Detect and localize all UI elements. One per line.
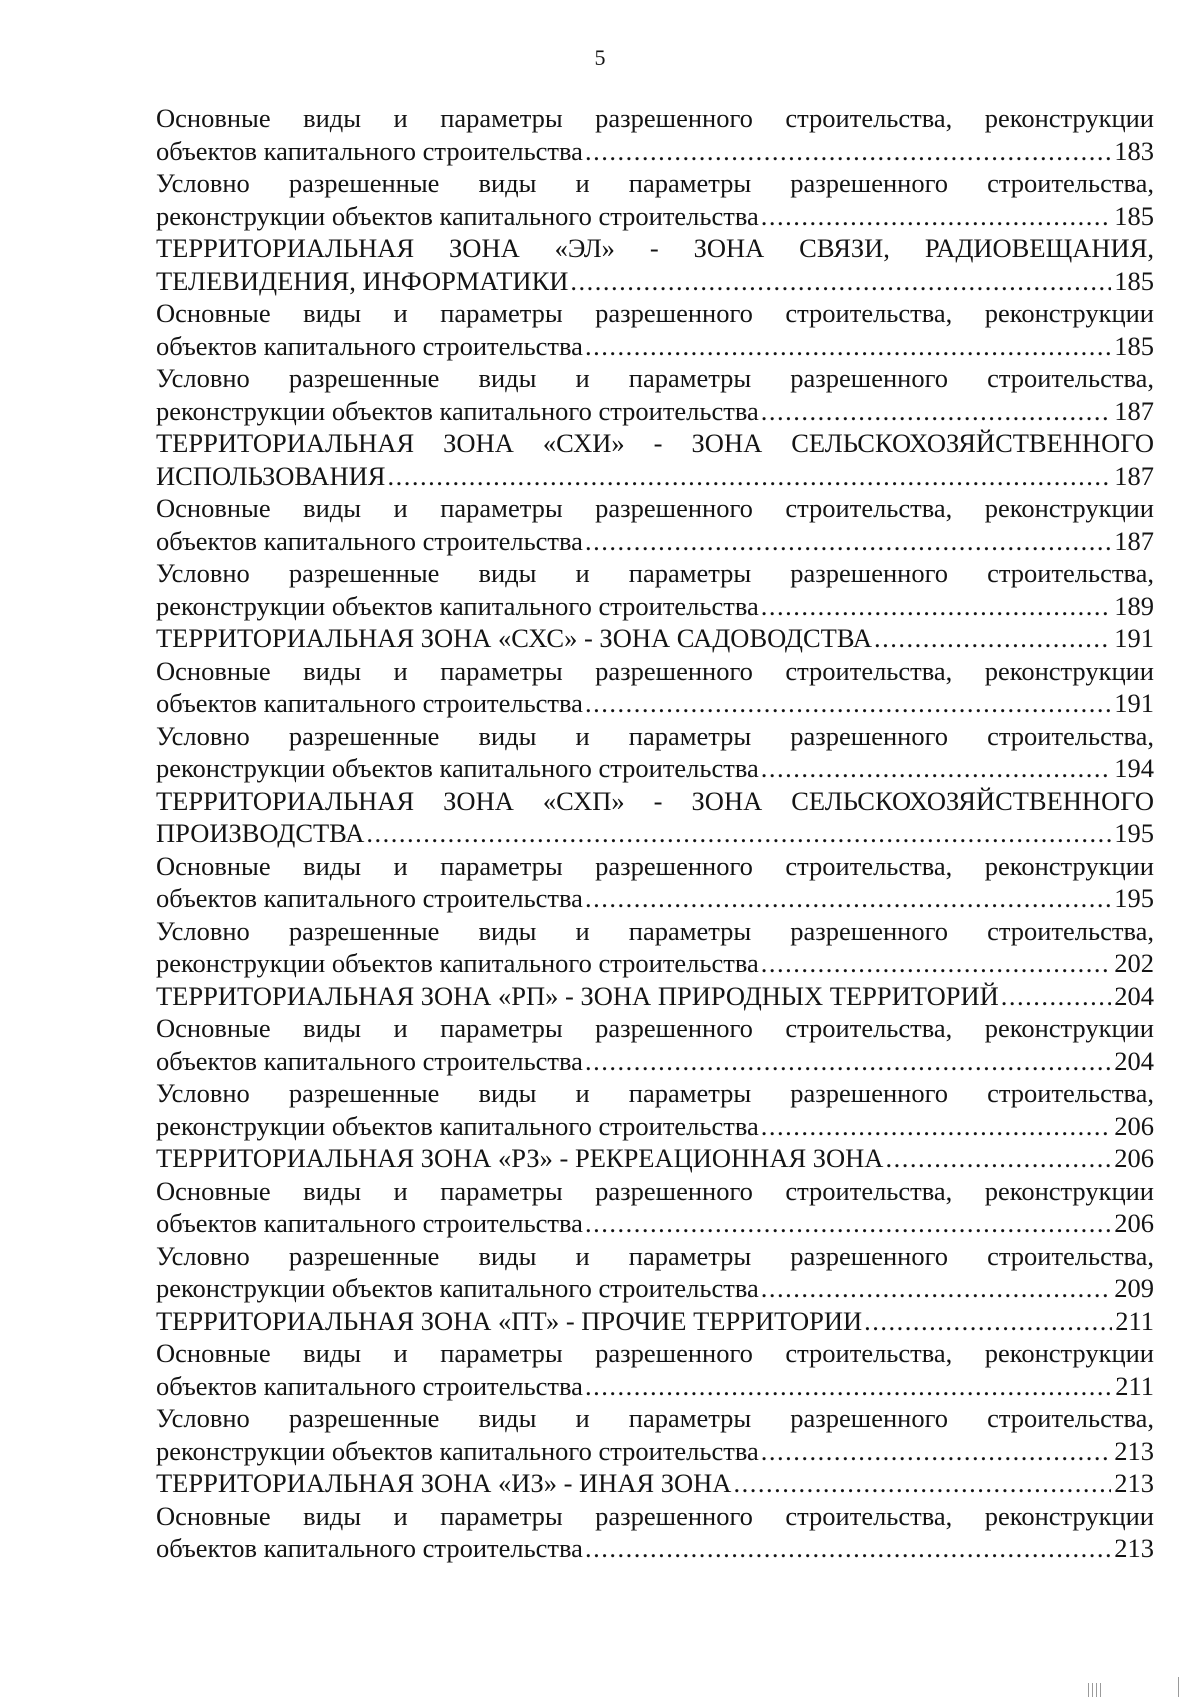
- toc-entry-line: ТЕРРИТОРИАЛЬНАЯ ЗОНА «ЭЛ» - ЗОНА СВЯЗИ, РАДИОВЕЩАНИЯ,: [156, 233, 1154, 263]
- toc-entry-line: Условно разрешенные виды и параметры разрешенного строительства,: [156, 1240, 1154, 1271]
- toc-entry-line: Условно разрешенные виды и параметры разрешенного строительства,: [156, 1403, 1154, 1433]
- toc-entry-title: реконструкции объектов капитального строительства: [156, 753, 759, 783]
- toc-page-number: 213: [1114, 1435, 1154, 1466]
- toc-entry[interactable]: [156, 915, 1154, 980]
- toc-entry[interactable]: [156, 850, 1154, 915]
- toc-entry[interactable]: [156, 167, 1154, 232]
- toc-entry-last-line: [156, 1045, 1154, 1078]
- toc-entry-title: реконструкции объектов капитального строительства: [156, 395, 759, 426]
- toc-entry-title: реконструкции объектов капитального строительства: [156, 948, 759, 978]
- toc-entry-title: ТЕРРИТОРИАЛЬНАЯ ЗОНА «РП» - ЗОНА ПРИРОДНЫХ ТЕРРИТОРИЙ: [156, 980, 999, 1011]
- toc-entry-title: реконструкции объектов капитального строительства: [156, 1110, 759, 1141]
- toc-entry-title: объектов капитального строительства: [156, 883, 583, 913]
- scan-edge-marks: [1080, 1677, 1190, 1697]
- toc-page-number: 187: [1114, 525, 1154, 556]
- dot-leader: [366, 817, 1111, 850]
- toc-page-number: 191: [1114, 688, 1154, 718]
- toc-page-number: 204: [1114, 980, 1154, 1011]
- toc-entry-title: ИСПОЛЬЗОВАНИЯ: [156, 460, 386, 491]
- toc-entry-line: Основные виды и параметры разрешенного строительства, реконструкции: [156, 298, 1154, 328]
- toc-entry-last-line: [156, 1435, 1154, 1468]
- toc-page-number: 187: [1114, 395, 1154, 426]
- table-of-contents: [156, 102, 1154, 1565]
- toc-entry-last-line: [156, 687, 1154, 720]
- toc-entry[interactable]: [156, 980, 1154, 1013]
- toc-entry-title: реконструкции объектов капитального строительства: [156, 200, 759, 231]
- toc-entry-title: объектов капитального строительства: [156, 1533, 583, 1563]
- toc-entry[interactable]: [156, 1305, 1154, 1338]
- toc-entry-last-line: [156, 752, 1154, 785]
- toc-entry[interactable]: [156, 1142, 1154, 1175]
- dot-leader: [885, 1142, 1111, 1175]
- toc-entry-last-line: [156, 1110, 1154, 1143]
- toc-page-number: 213: [1114, 1533, 1154, 1563]
- toc-entry-title: ТЕРРИТОРИАЛЬНАЯ ЗОНА «РЗ» - РЕКРЕАЦИОННАЯ ЗОНА: [156, 1143, 884, 1173]
- toc-page-number: 187: [1114, 460, 1154, 491]
- toc-page-number: 185: [1114, 265, 1154, 296]
- dot-leader: [585, 135, 1111, 168]
- toc-entry-line: ТЕРРИТОРИАЛЬНАЯ ЗОНА «СХП» - ЗОНА СЕЛЬСКОХОЗЯЙСТВЕННОГО: [156, 785, 1154, 816]
- dot-leader: [761, 947, 1111, 980]
- toc-entry-last-line: [156, 817, 1154, 850]
- toc-entry-title: объектов капитального строительства: [156, 330, 583, 361]
- dot-leader: [761, 200, 1111, 233]
- toc-entry-line: Условно разрешенные виды и параметры разрешенного строительства,: [156, 1078, 1154, 1108]
- dot-leader: [585, 882, 1111, 915]
- toc-page-number: 211: [1115, 1305, 1154, 1336]
- toc-page-number: 213: [1114, 1468, 1154, 1498]
- toc-page-number: 202: [1114, 948, 1154, 978]
- toc-entry-last-line: [156, 1532, 1154, 1565]
- toc-entry-last-line: [156, 622, 1154, 655]
- toc-page-number: 211: [1115, 1370, 1154, 1401]
- toc-entry-last-line: [156, 330, 1154, 363]
- dot-leader: [864, 1305, 1112, 1338]
- toc-entry[interactable]: [156, 1240, 1154, 1305]
- dot-leader: [761, 1435, 1111, 1468]
- toc-entry[interactable]: [156, 1500, 1154, 1565]
- toc-entry[interactable]: [156, 427, 1154, 492]
- dot-leader: [585, 1207, 1111, 1240]
- toc-entry-last-line: [156, 1207, 1154, 1240]
- toc-entry[interactable]: [156, 1402, 1154, 1467]
- toc-page-number: 206: [1114, 1143, 1154, 1173]
- dot-leader: [570, 265, 1111, 298]
- toc-entry-line: Основные виды и параметры разрешенного строительства, реконструкции: [156, 1338, 1154, 1368]
- toc-entry[interactable]: [156, 1012, 1154, 1077]
- toc-entry-last-line: [156, 1142, 1154, 1175]
- toc-entry-last-line: [156, 525, 1154, 558]
- toc-entry-line: Основные виды и параметры разрешенного строительства, реконструкции: [156, 1500, 1154, 1531]
- toc-entry-title: ТЕЛЕВИДЕНИЯ, ИНФОРМАТИКИ: [156, 265, 569, 296]
- dot-leader: [585, 1532, 1111, 1565]
- toc-entry-last-line: [156, 395, 1154, 428]
- dot-leader: [585, 687, 1111, 720]
- toc-entry-title: реконструкции объектов капитального строительства: [156, 590, 759, 621]
- toc-entry-line: Основные виды и параметры разрешенного строительства, реконструкции: [156, 1013, 1154, 1043]
- toc-page-number: 195: [1114, 883, 1154, 913]
- toc-entry-line: ТЕРРИТОРИАЛЬНАЯ ЗОНА «СХИ» - ЗОНА СЕЛЬСКОХОЗЯЙСТВЕННОГО: [156, 428, 1154, 458]
- toc-entry[interactable]: [156, 232, 1154, 297]
- toc-entry[interactable]: [156, 655, 1154, 720]
- toc-entry-title: реконструкции объектов капитального строительства: [156, 1435, 759, 1466]
- toc-entry-title: ТЕРРИТОРИАЛЬНАЯ ЗОНА «СХС» - ЗОНА САДОВОДСТВА: [156, 623, 873, 653]
- toc-page-number: 189: [1114, 590, 1154, 621]
- toc-entry[interactable]: [156, 557, 1154, 622]
- toc-entry-last-line: [156, 200, 1154, 233]
- toc-entry-line: Основные виды и параметры разрешенного строительства, реконструкции: [156, 850, 1154, 881]
- toc-entry-last-line: [156, 980, 1154, 1013]
- toc-entry-title: объектов капитального строительства: [156, 1208, 583, 1238]
- toc-entry[interactable]: [156, 1337, 1154, 1402]
- dot-leader: [761, 1272, 1111, 1305]
- toc-entry-line: Условно разрешенные виды и параметры разрешенного строительства,: [156, 720, 1154, 751]
- toc-page-number: 195: [1114, 818, 1154, 848]
- toc-page-number: 183: [1114, 135, 1154, 166]
- toc-entry-title: объектов капитального строительства: [156, 1045, 583, 1076]
- toc-entry-title: объектов капитального строительства: [156, 525, 583, 556]
- toc-entry-title: реконструкции объектов капитального строительства: [156, 1273, 759, 1303]
- toc-entry[interactable]: [156, 297, 1154, 362]
- toc-entry-last-line: [156, 1305, 1154, 1338]
- dot-leader: [874, 622, 1111, 655]
- toc-entry-last-line: [156, 590, 1154, 623]
- toc-page-number: 204: [1114, 1045, 1154, 1076]
- toc-entry[interactable]: [156, 362, 1154, 427]
- dot-leader: [761, 395, 1111, 428]
- page-number: 5: [594, 45, 606, 70]
- toc-entry-title: ТЕРРИТОРИАЛЬНАЯ ЗОНА «ПТ» - ПРОЧИЕ ТЕРРИТОРИИ: [156, 1305, 863, 1336]
- toc-entry[interactable]: [156, 1175, 1154, 1240]
- toc-entry[interactable]: [156, 785, 1154, 850]
- dot-leader: [761, 590, 1111, 623]
- toc-entry-last-line: [156, 947, 1154, 980]
- toc-entry-title: ПРОИЗВОДСТВА: [156, 818, 365, 848]
- toc-entry-last-line: [156, 1467, 1154, 1500]
- dot-leader: [585, 1370, 1112, 1403]
- toc-entry-title: ТЕРРИТОРИАЛЬНАЯ ЗОНА «ИЗ» - ИНАЯ ЗОНА: [156, 1468, 732, 1498]
- toc-page-number: 194: [1114, 753, 1154, 783]
- toc-entry-title: объектов капитального строительства: [156, 1370, 583, 1401]
- toc-entry[interactable]: [156, 102, 1154, 167]
- toc-entry-title: объектов капитального строительства: [156, 135, 583, 166]
- toc-page-number: 206: [1114, 1208, 1154, 1238]
- toc-entry-line: Условно разрешенные виды и параметры разрешенного строительства,: [156, 168, 1154, 198]
- toc-entry[interactable]: [156, 492, 1154, 557]
- toc-entry-last-line: [156, 135, 1154, 168]
- toc-entry-title: объектов капитального строительства: [156, 688, 583, 718]
- toc-entry-line: Основные виды и параметры разрешенного строительства, реконструкции: [156, 655, 1154, 686]
- dot-leader: [761, 752, 1111, 785]
- dot-leader: [585, 330, 1111, 363]
- dot-leader: [1001, 980, 1111, 1013]
- dot-leader: [387, 460, 1111, 493]
- toc-page-number: 191: [1114, 623, 1154, 653]
- toc-entry-last-line: [156, 882, 1154, 915]
- dot-leader: [761, 1110, 1111, 1143]
- toc-entry-last-line: [156, 265, 1154, 298]
- toc-page-number: 209: [1114, 1273, 1154, 1303]
- toc-entry-line: Основные виды и параметры разрешенного строительства, реконструкции: [156, 103, 1154, 133]
- toc-entry-last-line: [156, 460, 1154, 493]
- toc-page-number: 185: [1114, 330, 1154, 361]
- dot-leader: [585, 525, 1111, 558]
- toc-entry-last-line: [156, 1370, 1154, 1403]
- toc-page-number: 185: [1114, 200, 1154, 231]
- dot-leader: [733, 1467, 1111, 1500]
- toc-entry[interactable]: [156, 720, 1154, 785]
- toc-entry-line: Основные виды и параметры разрешенного строительства, реконструкции: [156, 493, 1154, 523]
- toc-entry[interactable]: [156, 1467, 1154, 1500]
- toc-entry[interactable]: [156, 622, 1154, 655]
- toc-entry[interactable]: [156, 1077, 1154, 1142]
- dot-leader: [585, 1045, 1111, 1078]
- toc-entry-line: Условно разрешенные виды и параметры разрешенного строительства,: [156, 915, 1154, 946]
- toc-entry-line: Условно разрешенные виды и параметры разрешенного строительства,: [156, 558, 1154, 588]
- toc-entry-line: Основные виды и параметры разрешенного строительства, реконструкции: [156, 1175, 1154, 1206]
- toc-entry-line: Условно разрешенные виды и параметры разрешенного строительства,: [156, 363, 1154, 393]
- toc-page-number: 206: [1114, 1110, 1154, 1141]
- toc-entry-last-line: [156, 1272, 1154, 1305]
